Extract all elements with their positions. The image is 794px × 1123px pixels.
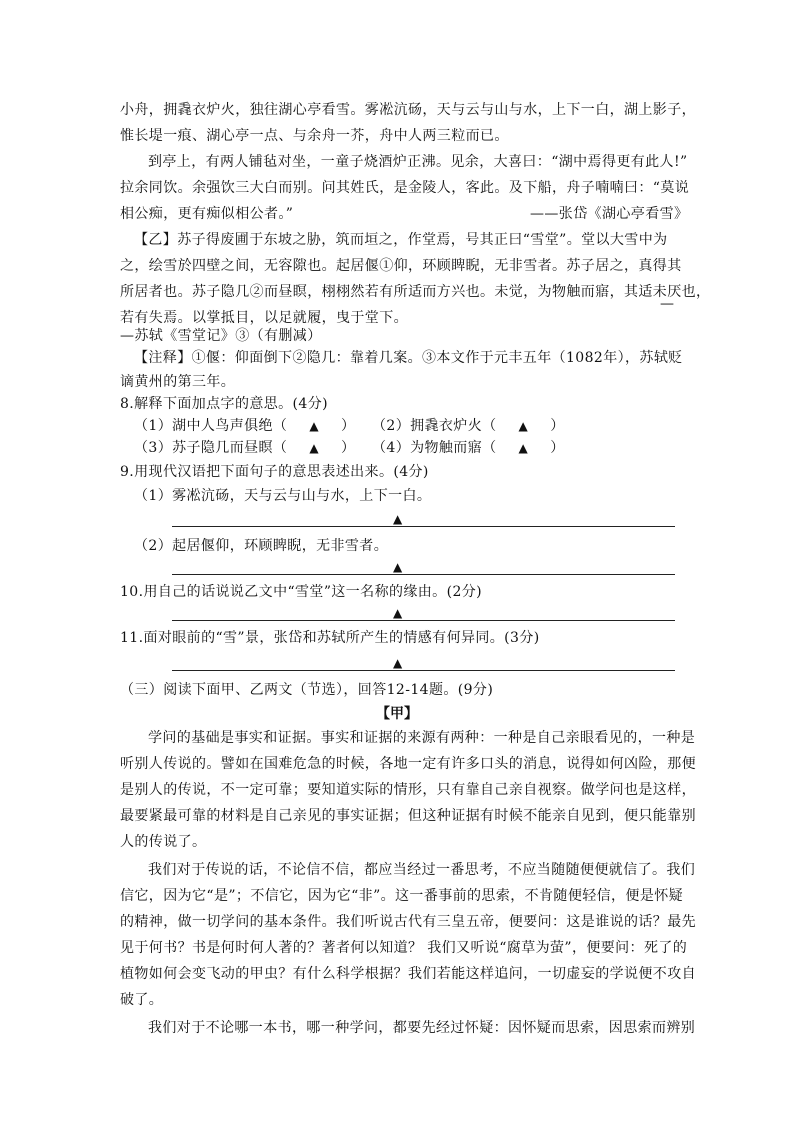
answer-marker: ▲ xyxy=(518,419,529,433)
s3-p1-line: 人的传说了。 xyxy=(120,834,207,850)
q8-item-close: ） xyxy=(341,440,356,456)
q8-item-close: ） xyxy=(550,440,565,456)
answer-marker: ▲ xyxy=(309,441,319,455)
passage-a-source: ——张岱《湖心亭看雪》 xyxy=(530,206,689,222)
s3-p2-line: 破了。 xyxy=(120,992,164,1008)
passage-a-line: 惟长堤一痕、湖心亭一点、与余舟一芥，舟中人两三粒而已。 xyxy=(120,128,509,144)
answer-marker: ▲ xyxy=(518,441,529,455)
answer-line[interactable] xyxy=(172,526,675,527)
q8-item-text: （4）为物触而寤（ xyxy=(372,440,497,456)
s3-p2-line: 我们对于传说的话，不论信不信，都应当经过一番思考，不应当随随便便就信了。我们 xyxy=(148,862,696,878)
q8-item-1 xyxy=(134,416,355,436)
passage-b-line: 若有失焉。以掌抵目，以足就履，曳于堂下。 xyxy=(120,310,408,326)
q9-stem: 9.用现代汉语把下面句子的意思表述出来。(4分) xyxy=(120,464,429,480)
passage-a-line: 到亭上，有两人铺毡对坐，一童子烧酒炉正沸。见余，大喜曰：“湖中焉得更有此人!” xyxy=(148,154,688,170)
section3-heading: （三）阅读下面甲、乙两文（节选），回答12-14题。(9分) xyxy=(120,682,494,698)
q11-stem: 11.面对眼前的“雪”景，张岱和苏轼所产生的情感有何异同。(3分) xyxy=(120,630,540,646)
q8-item-close: ） xyxy=(341,418,356,434)
q8-stem: 8.解释下面加点字的意思。(4分) xyxy=(120,396,328,412)
s3-p2-line: 的精神，做一切学问的基本条件。我们听说古代有三皇五帝，便要问：这是谁说的话？最先 xyxy=(120,914,696,930)
q8-item-text: （1）湖中人鸟声俱绝（ xyxy=(134,418,288,434)
q8-item-2 xyxy=(372,416,565,436)
answer-marker: ▲ xyxy=(393,606,403,620)
answer-line[interactable] xyxy=(172,670,675,671)
q8-item-text: （2）拥毳衣炉火（ xyxy=(372,418,497,434)
answer-marker: ▲ xyxy=(309,419,319,433)
answer-marker: ▲ xyxy=(393,512,403,526)
s3-p2-line: 信它，因为它“是”；不信它，因为它“非”。这一番事前的思索，不肯随便轻信，便是怀疑 xyxy=(120,888,684,904)
passage-a-line: 拉余同饮。余强饮三大白而别。问其姓氏，是金陵人，客此。及下船，舟子喃喃曰：“莫说 xyxy=(120,180,690,196)
q8-item-close: ） xyxy=(550,418,565,434)
answer-marker: ▲ xyxy=(393,560,403,574)
answer-line[interactable] xyxy=(172,620,675,621)
passage-b-end-dash: — xyxy=(660,296,674,312)
s3-p2-line: 见于何书？书是何时何人著的？著者何以知道？ 我们又听说“腐草为萤”，便要问：死了的 xyxy=(120,940,688,956)
section3-sub-heading: 【甲】 xyxy=(376,706,418,722)
notes-line: 谪黄州的第三年。 xyxy=(120,374,236,390)
passage-b-line: 之，绘雪於四壁之间，无容隙也。起居偃①仰，环顾睥睨，无非雪者。苏子居之，真得其 xyxy=(120,258,682,274)
answer-line[interactable] xyxy=(172,574,675,575)
s3-p1-line: 是别人的传说，不一定可靠；要知道实际的情形，只有靠自己亲自视察。做学问也是这样， xyxy=(120,782,696,798)
s3-p1-line: 最要紧最可靠的材料是自己亲见的事实证据；但这种证据有时候不能亲自见到，便只能靠别 xyxy=(120,808,696,824)
passage-a-line: 相公痴，更有痴似相公者。” xyxy=(120,206,294,222)
q9-sub-1: （1）雾凇沆砀，天与云与山与水，上下一白。 xyxy=(134,488,432,504)
passage-b-line: 【乙】苏子得废圃于东坡之胁，筑而垣之，作堂焉，号其正曰“雪堂”。堂以大雪中为 xyxy=(134,232,668,248)
q9-sub-2: （2）起居偃仰，环顾睥睨，无非雪者。 xyxy=(134,538,389,554)
s3-p3-line: 我们对于不论哪一本书，哪一种学问，都要先经过怀疑：因怀疑而思索，因思索而辨别 xyxy=(148,1020,696,1036)
s3-p2-line: 植物如何会变飞动的甲虫？有什么科学根据？我们若能这样追问，一切虚妄的学说便不攻自 xyxy=(120,966,696,982)
q8-item-3 xyxy=(134,438,355,458)
q8-item-text: （3）苏子隐几而昼瞑（ xyxy=(134,440,288,456)
passage-b-line: 所居者也。苏子隐几②而昼瞑，栩栩然若有所适而方兴也。未觉，为物触而寤，其适未厌也， xyxy=(120,284,711,300)
notes-line: 【注释】①偃：仰面倒下②隐几：靠着几案。③本文作于元丰五年（1082年），苏轼贬 xyxy=(134,350,683,366)
s3-p1-line: 学问的基础是事实和证据。事实和证据的来源有两种：一种是自己亲眼看见的，一种是 xyxy=(148,730,696,746)
q10-stem: 10.用自己的话说说乙文中“雪堂”这一名称的缘由。(2分) xyxy=(120,584,483,600)
answer-marker: ▲ xyxy=(393,656,403,670)
q8-item-4 xyxy=(372,438,565,458)
passage-b-source: —苏轼《雪堂记》③（有删减） xyxy=(120,328,322,344)
passage-a-line: 小舟，拥毳衣炉火，独往湖心亭看雪。雾凇沆砀，天与云与山与水，上下一白，湖上影子， xyxy=(120,102,696,118)
s3-p1-line: 听别人传说的。譬如在国难危急的时候，各地一定有许多口头的消息，说得如何凶险，那便 xyxy=(120,756,696,772)
